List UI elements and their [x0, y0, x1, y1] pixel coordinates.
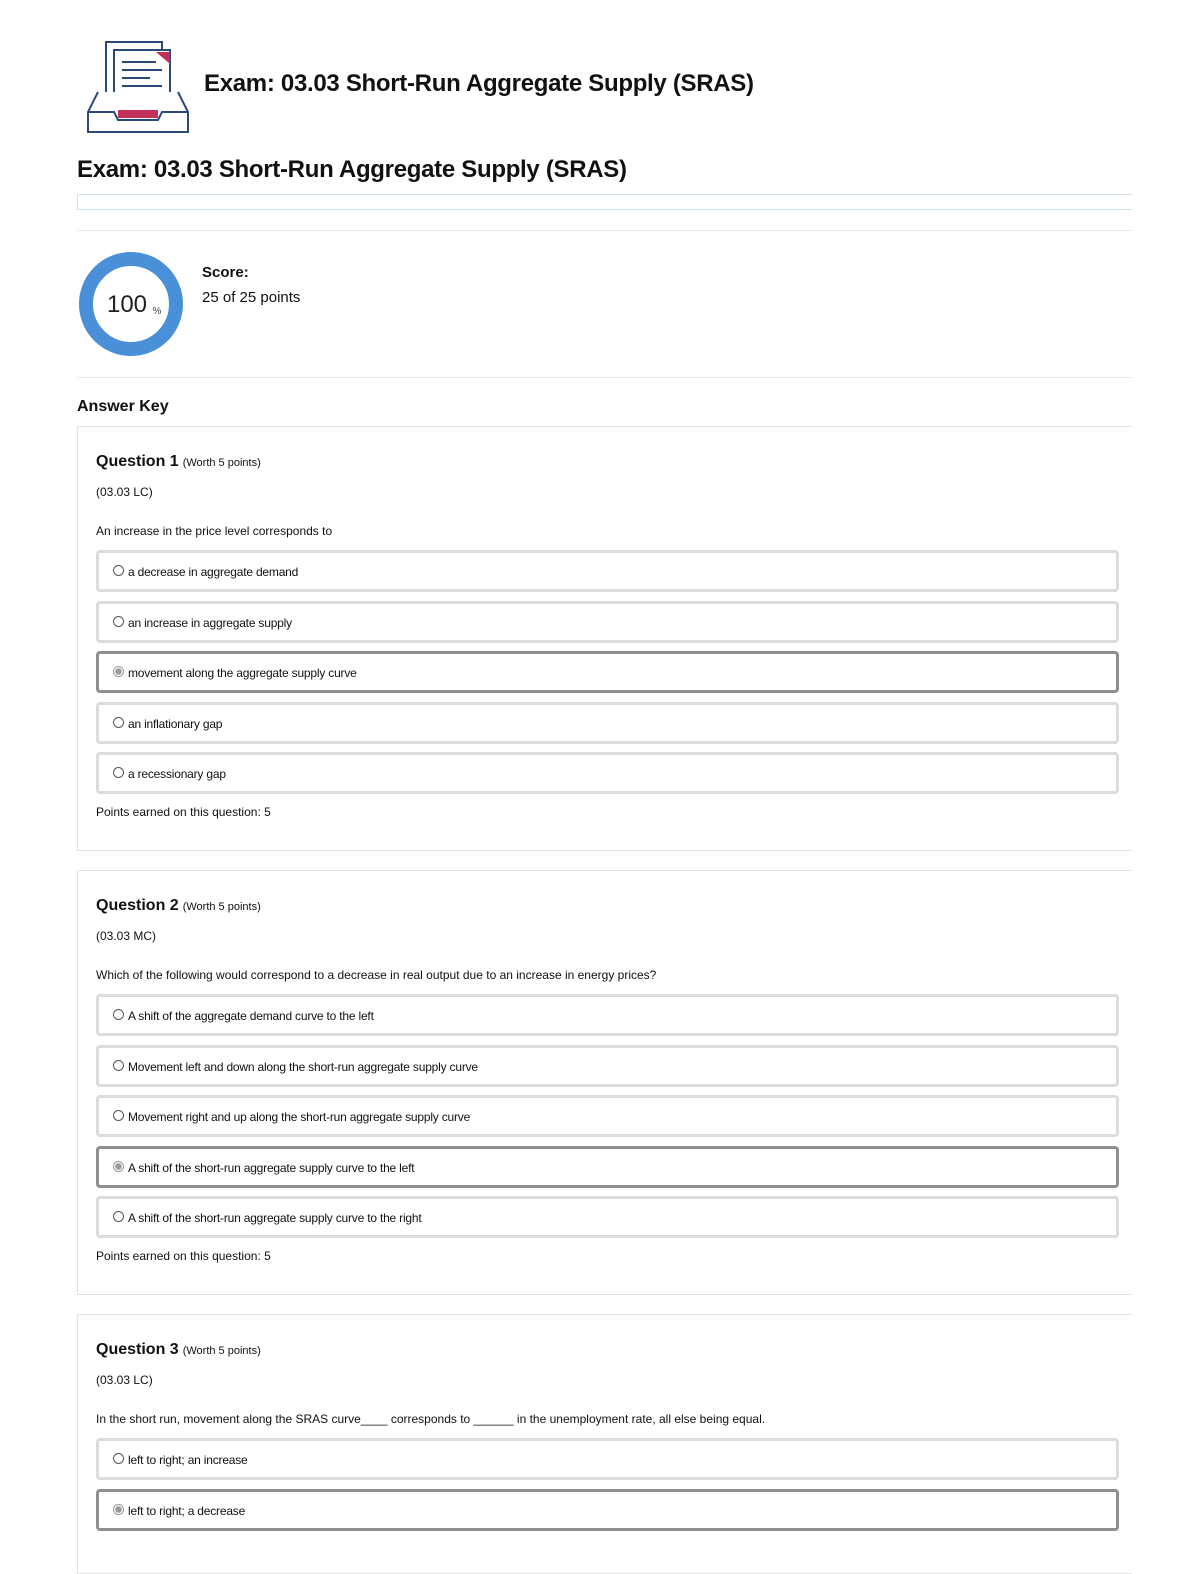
question-worth: (Worth 5 points): [182, 901, 261, 913]
answer-option-label: a recessionary gap: [128, 767, 226, 781]
answer-option-label: A shift of the aggregate demand curve to the left: [128, 1009, 374, 1023]
answer-option[interactable]: [96, 1489, 1119, 1531]
question-heading: [96, 453, 261, 471]
score-percent-sign: %: [152, 306, 162, 317]
question-code: (03.03 MC): [96, 929, 157, 943]
question-text: Which of the following would correspond to a decrease in real output due to an increase in energy prices?: [96, 968, 657, 982]
page-title: Exam: 03.03 Short-Run Aggregate Supply (SRAS): [77, 156, 627, 183]
question-code: (03.03 LC): [96, 485, 153, 499]
answer-option-label: movement along the aggregate supply curve: [128, 666, 357, 680]
answer-option[interactable]: [96, 651, 1119, 693]
points-earned: Points earned on this question: 5: [96, 1249, 271, 1263]
title-underline-bar: [77, 194, 1132, 210]
divider: [77, 377, 1132, 378]
question-text: In the short run, movement along the SRAS curve____ corresponds to ______ in the unemployment rate, all else being equal.: [96, 1412, 766, 1426]
question-number: Question 2: [96, 897, 179, 914]
points-earned: Points earned on this question: 5: [96, 805, 271, 819]
score-ring: [77, 250, 185, 358]
radio-button[interactable]: [113, 1161, 124, 1172]
radio-button[interactable]: [113, 717, 124, 728]
question-heading: [96, 897, 261, 915]
question-card: [77, 1314, 1132, 1574]
question-text: An increase in the price level corresponds to: [96, 524, 333, 538]
answer-option-label: an increase in aggregate supply: [128, 616, 292, 630]
answer-option[interactable]: [96, 550, 1119, 592]
answer-option-label: an inflationary gap: [128, 717, 223, 731]
radio-button[interactable]: [113, 666, 124, 677]
answer-option[interactable]: [96, 1095, 1119, 1137]
radio-button[interactable]: [113, 1211, 124, 1222]
radio-button[interactable]: [113, 616, 124, 627]
answer-option-label: Movement left and down along the short-run aggregate supply curve: [128, 1060, 478, 1074]
question-card: [77, 426, 1132, 851]
header-title: Exam: 03.03 Short-Run Aggregate Supply (SRAS): [204, 70, 754, 97]
answer-option[interactable]: [96, 601, 1119, 643]
answer-option[interactable]: [96, 702, 1119, 744]
score-points: 25 of 25 points: [202, 289, 301, 306]
radio-button[interactable]: [113, 1009, 124, 1020]
question-heading: [96, 1341, 261, 1359]
radio-button[interactable]: [113, 1110, 124, 1121]
question-worth: (Worth 5 points): [182, 457, 261, 469]
question-code: (03.03 LC): [96, 1373, 153, 1387]
score-percent: 100: [106, 291, 148, 318]
radio-button[interactable]: [113, 1453, 124, 1464]
radio-button[interactable]: [113, 1504, 124, 1515]
answer-option[interactable]: [96, 1146, 1119, 1188]
answer-option[interactable]: [96, 752, 1119, 794]
answer-option[interactable]: [96, 994, 1119, 1036]
radio-button[interactable]: [113, 767, 124, 778]
answer-key-heading: Answer Key: [77, 398, 169, 415]
question-number: Question 1: [96, 453, 179, 470]
answer-option-label: Movement right and up along the short-run aggregate supply curve: [128, 1110, 471, 1124]
answer-option[interactable]: [96, 1045, 1119, 1087]
answer-option-label: A shift of the short-run aggregate supply curve to the right: [128, 1211, 422, 1225]
radio-button[interactable]: [113, 565, 124, 576]
answer-option-label: A shift of the short-run aggregate supply curve to the left: [128, 1161, 415, 1175]
answer-option-label: left to right; an increase: [128, 1453, 248, 1467]
answer-option[interactable]: [96, 1196, 1119, 1238]
answer-option[interactable]: [96, 1438, 1119, 1480]
question-worth: (Worth 5 points): [182, 1345, 261, 1357]
answer-option-label: left to right; a decrease: [128, 1504, 246, 1518]
divider: [77, 230, 1132, 231]
question-number: Question 3: [96, 1341, 179, 1358]
exam-header: [84, 40, 1134, 135]
radio-button[interactable]: [113, 1060, 124, 1071]
score-label: Score:: [202, 264, 249, 281]
question-card: [77, 870, 1132, 1295]
answer-option-label: a decrease in aggregate demand: [128, 565, 299, 579]
exam-tray-icon: [84, 40, 192, 134]
